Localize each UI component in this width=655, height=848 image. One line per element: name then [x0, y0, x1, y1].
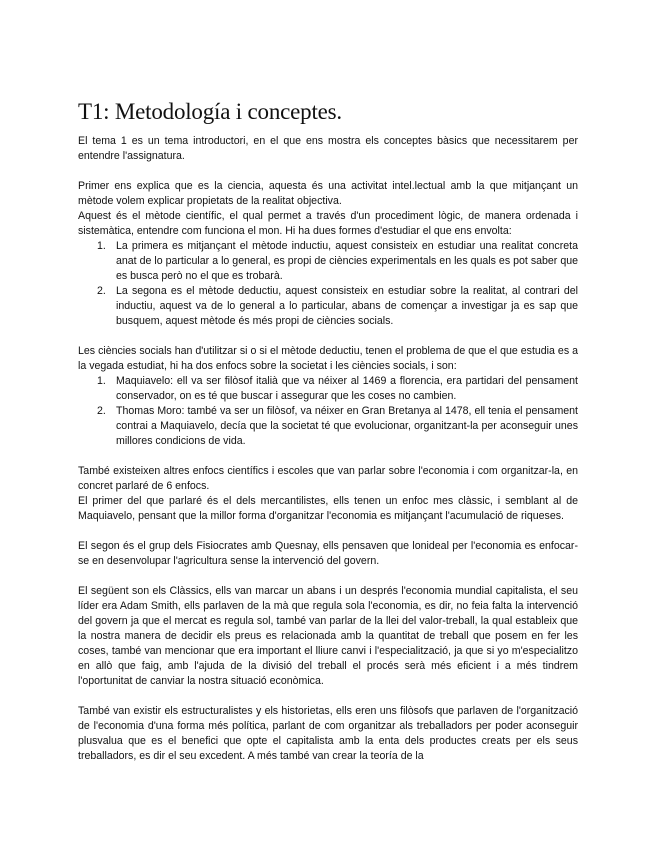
mercantilistes-paragraph: El primer del que parlaré és el dels mercantilistes, ells tenen un enfoc mes clàssic, i semblant al de Maquiavelo, pensant que la millor forma d'organitzar l'economia es mitjançant l'acumulació de riqueses.: [78, 495, 578, 522]
list-item-text: Thomas Moro: també va ser un filòsof, va néixer en Gran Bretanya al 1478, ell tenia el pensament contrai a Maquiavelo, decía que la societat té que evolucionar, organitzant-la per aconseguir unes millores condicions de vida.: [116, 405, 578, 447]
metode-paragraph: Aquest és el mètode científic, el qual permet a través d'un procediment lògic, de manera ordenada i sistemàtica, entendre com funciona el mon. Hi ha dues formes d'estudiar el que ens envolta:: [78, 210, 578, 237]
list-item: [78, 374, 578, 404]
paragraph-gap: [78, 329, 578, 344]
list-number: 2.: [97, 405, 106, 417]
estructuralistes-paragraph: També van existir els estructuralistes y els historietas, ells eren uns filòsofs que parlaven de l'organització de l'economia d'una forma més política, parlant de com organitzar als treballadors per poder aconseguir plusvalua que es el benefici que opte el capitalista amb la enta dels productes creats per els seus treballadors, es dir el seu excedent. A més també van crear la teoría de la: [78, 705, 578, 762]
ciencia-paragraph: Primer ens explica que es la ciencia, aquesta és una activitat intel.lectual amb la que mitjançant un mètode volem explicar propietats de la realitat objectiva.: [78, 180, 578, 207]
authors-list: [78, 374, 578, 449]
socials-paragraph: Les ciències socials han d'utilitzar si o si el mètode deductiu, tenen el problema de que el que estudia es a la vegada estudiat, hi ha dos enfocs sobre la societat i les ciències socials, i son:: [78, 345, 578, 372]
list-item-text: La segona es el mètode deductiu, aquest consisteix en estudiar sobre la realitat, al contrari del inductiu, aquest va de lo general a lo particular, abans de començar a investigar ja es sap que busquem, aquest mètode és més propi de ciències socials.: [116, 285, 578, 327]
list-number: 1.: [97, 375, 106, 387]
document-title: T1: Metodología i conceptes.: [78, 99, 342, 124]
classics-paragraph: El següent son els Clàssics, ells van marcar un abans i un després l'economia mundial capitalista, el seu líder era Adam Smith, ells parlaven de la mà que regula sola l'economia, es dir, no feia falta la intervenció del govern ja que el mercat es regula sol, també van parlar de la llei del valor-treball, la qual estableix que la nostra manera de decidir els preus es relacionada amb la quantitat de treball que posem en fer les coses, també van mencionar que era important el lliure canvi i l'especialització, ja que si yo m'especialitzo en allò que faig, amb l'ajuda de la divisió del treball el procés serà més eficient i a més tindrem l'oportunitat de canviar la nostra situació econòmica.: [78, 585, 578, 687]
list-item-text: Maquiavelo: ell va ser filòsof italià que va néixer al 1469 a florencia, era partidari del pensament conservador, on es té que buscar i assegurar que les coses no cambien.: [116, 375, 578, 402]
list-item-text: La primera es mitjançant el mètode inductiu, aquest consisteix en estudiar una realitat concreta anat de lo particular a lo general, es propi de ciències experimentals en les quals es pot saber que es busca però no el que es trobarà.: [116, 240, 578, 282]
paragraph-gap: [78, 689, 578, 704]
list-item: [78, 404, 578, 449]
intro-paragraph: El tema 1 es un tema introductori, en el que ens mostra els conceptes bàsics que necessitarem per entendre l'assignatura.: [78, 135, 578, 162]
fisiocrates-paragraph: El segon és el grup dels Fisiocrates amb Quesnay, ells pensaven que lonideal per l'economia es enfocar-se en desenvolupar l'agricultura sense la intervenció del govern.: [78, 540, 578, 567]
paragraph-gap: [78, 524, 578, 539]
paragraph-gap: [78, 569, 578, 584]
paragraph-gap: [78, 449, 578, 464]
paragraph-gap: [78, 164, 578, 179]
methods-list: [78, 239, 578, 329]
enfocs-paragraph: També existeixen altres enfocs científics i escoles que van parlar sobre l'economia i com organitzar-la, en concret parlaré de 6 enfocs.: [78, 465, 578, 492]
list-number: 2.: [97, 285, 106, 297]
document-body: [78, 134, 578, 764]
list-number: 1.: [97, 240, 106, 252]
list-item: [78, 284, 578, 329]
list-item: [78, 239, 578, 284]
